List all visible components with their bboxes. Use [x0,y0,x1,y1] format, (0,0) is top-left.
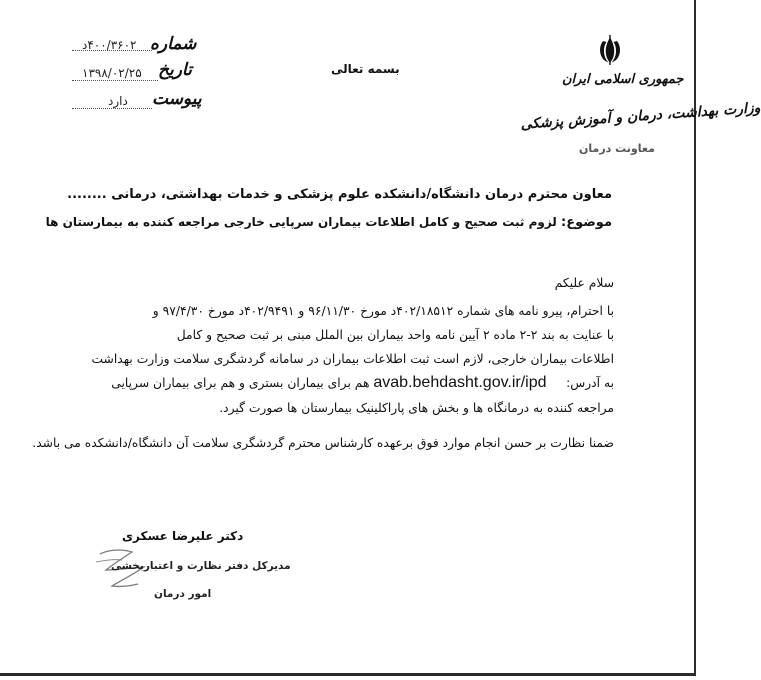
bismillah-heading: بسمه تعالی [331,62,400,76]
number-value: ۴۰۰/۳۶۰۲د [82,38,137,52]
iran-emblem-icon [596,34,624,66]
attachment-dotted-line [72,108,152,109]
subject-text: لزوم ثبت صحیح و کامل اطلاعات بیماران سرپایی خارجی مراجعه کننده به بیمارستان ها [45,215,557,229]
body-line-1: با احترام، پیرو نامه های شماره ۴۰۲/۱۸۵۱۲د مورخ ۹۶/۱۱/۳۰ و ۴۰۲/۹۴۹۱د مورخ ۹۷/۴/۳۰ و [152,304,614,318]
signatory-name: دکتر علیرضا عسکری [122,529,244,543]
body-line-6: ضمنا نظارت بر حسن انجام موارد فوق برعهده کارشناس محترم گردشگری سلامت آن دانشگاه/دانشکده می باشد. [32,436,614,450]
date-dotted-line [72,80,158,81]
portal-url[interactable]: avab.behdasht.gov.ir/ipd [373,374,547,391]
deputy-treatment-label: معاونت درمان [579,142,655,155]
body-line-5: مراجعه کننده به درمانگاه ها و بخش های پاراکلینیک بیمارستان ها صورت گیرد. [219,401,614,415]
greeting: سلام علیکم [554,276,614,290]
date-label: تاریخ [158,60,192,80]
signatory-title-line-1: مدیرکل دفتر نظارت و اعتباربخشی [111,560,291,572]
address-tail: هم برای بیماران بستری و هم برای بیماران سرپایی [111,376,370,390]
number-label: شماره [150,34,197,54]
recipient-line: معاون محترم درمان دانشگاه/دانشکده علوم پزشکی و خدمات بهداشتی، درمانی ........ [67,187,612,202]
subject-label: موضوع: [561,215,612,230]
body-line-3: اطلاعات بیماران خارجی، لازم است ثبت اطلاعات بیماران در سامانه گردشگری سلامت وزارت بهداشت [91,352,614,366]
attachment-value: دارد [108,94,128,108]
body-line-4 [111,372,614,395]
date-value: ۱۳۹۸/۰۲/۲۵ [82,66,142,80]
attachment-label: پیوست [152,89,202,109]
ministry-line-1: جمهوری اسلامی ایران [562,72,684,87]
address-label: به آدرس: [566,376,614,390]
subject-line [46,215,612,230]
ministry-line-2: وزارت بهداشت، درمان و آموزش پزشکی [520,100,761,133]
signatory-title-line-2: امور درمان [154,588,212,600]
body-line-2: با عنایت به بند ۲-۲ ماده ۲ آیین نامه واحد بیماران بین الملل مبنی بر ثبت صحیح و کامل [176,328,614,342]
